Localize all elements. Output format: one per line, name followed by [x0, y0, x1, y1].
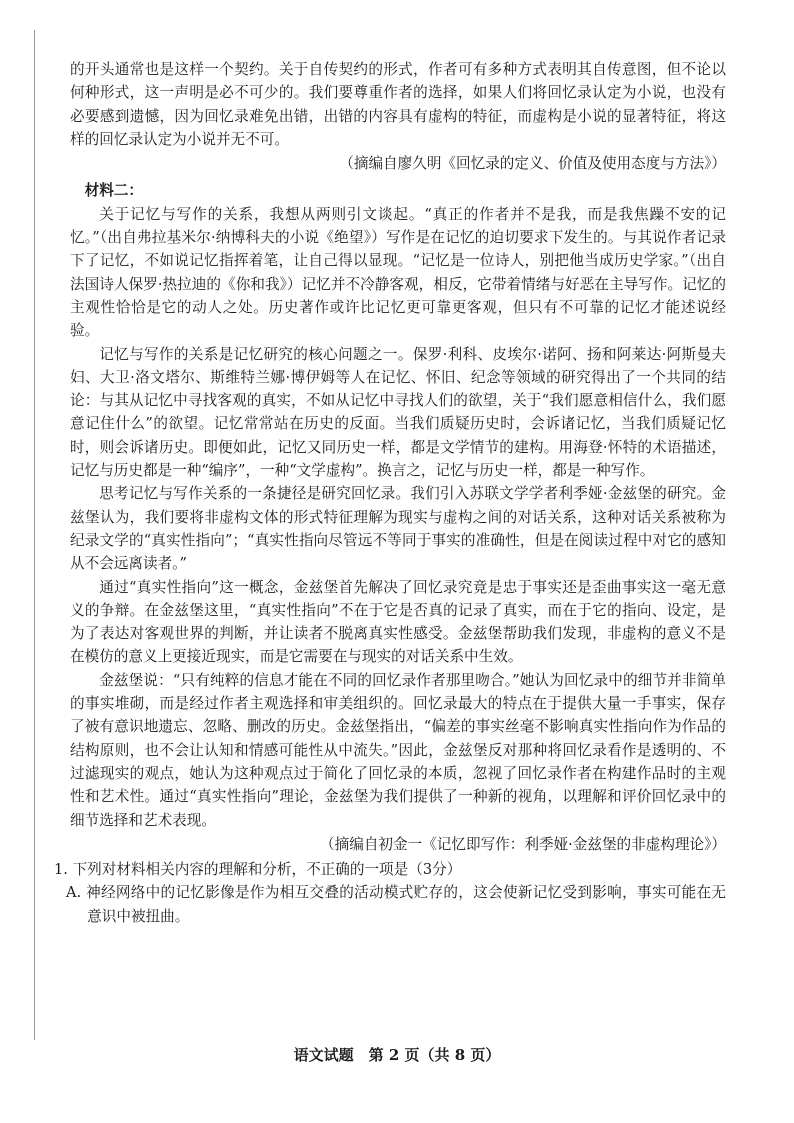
question-1-stem: 1. 下列对材料相关内容的理解和分析，不正确的一项是（3分） [54, 861, 462, 879]
material-2-paragraph-2: 记忆与写作的关系是记忆研究的核心问题之一。保罗·利科、皮埃尔·诺阿、扬和阿莱达·阿斯曼夫妇、大卫·洛文塔尔、斯维特兰娜·博伊姆等人在记忆、怀旧、纪念等领域的研究得出了一个共同的结论：与其从记忆中寻找客观的真实，不如从记忆中寻找人们的欲望，关于“我们愿意相信什么，我们愿意记住什么”的欲望。记忆常常站在历史的反面。当我们质疑历史时，会诉诸记忆，当我们质疑记忆时，则会诉诸历史。即便如此，记忆又同历史一样，都是文学情节的建构。用海登·怀特的术语描述，记忆与历史都是一种“编序”，一种“文学虚构”。换言之，记忆与历史一样，都是一种写作。 [70, 345, 726, 480]
material-2-source: （摘编自初金一《记忆即写作：利季娅·金兹堡的非虚构理论》） [320, 835, 726, 853]
binding-margin-line [34, 30, 35, 1040]
page-footer: 语文试题 第 2 页（共 8 页） [293, 1046, 501, 1064]
material-2-paragraph-4: 通过“真实性指向”这一概念，金兹堡首先解决了回忆录究竟是忠于事实还是歪曲事实这一毫无意义的争辩。在金兹堡这里，“真实性指向”不在于它是否真的记录了真实，而在于它的指向、设定，是为了表达对客观世界的判断，并让读者不脱离真实性感受。金兹堡帮助我们发现，非虚构的意义不是在模仿的意义上更接近现实，而是它需要在与现实的对话关系中生效。 [70, 578, 726, 666]
question-1-option-a: A. 神经网络中的记忆影像是作为相互交叠的活动模式贮存的，这会使新记忆受到影响，事实可能在无意识中被扭曲。 [66, 884, 726, 925]
material-2-paragraph-5: 金兹堡说：“只有纯粹的信息才能在不同的回忆录作者那里吻合。”她认为回忆录中的细节并非简单的事实堆砌，而是经过作者主观选择和审美组织的。回忆录最大的特点在于提供大量一手事实，保存了被有意识地遗忘、忽略、删改的历史。金兹堡指出，“偏差的事实丝毫不影响真实性指向作为作品的结构原则，也不会让认知和情感可能性从中流失。”因此，金兹堡反对那种将回忆录看作是透明的、不过滤现实的观点，她认为这种观点过于简化了回忆录的本质，忽视了回忆录作者在构建作品时的主观性和艺术性。通过“真实性指向”理论，金兹堡为我们提供了一种新的视角，以理解和评价回忆录中的细节选择和艺术表现。 [70, 671, 726, 829]
material-2-paragraph-3: 思考记忆与写作关系的一条捷径是研究回忆录。我们引入苏联文学学者利季娅·金兹堡的研究。金兹堡认为，我们要将非虚构文体的形式特征理解为现实与虚构之间的对话关系，这种对话关系被称为纪录文学的“真实性指向”；“真实性指向尽管远不等同于事实的准确性，但是在阅读过程中对它的感知从不会远离读者。” [70, 485, 726, 573]
reading-material [54, 58, 726, 928]
material-1-continuation: 的开头通常也是这样一个契约。关于自传契约的形式，作者可有多种方式表明其自传意图，但不论以何种形式，这一声明是必不可少的。我们要尊重作者的选择，如果人们将回忆录认定为小说，也没有必要感到遗憾，因为回忆录难免出错，出错的内容具有虚构的特征，而虚构是小说的显著特征，将这样的回忆录认定为小说并无不可。 [70, 61, 726, 148]
material-2-heading: 材料二： [84, 182, 143, 200]
material-1-source: （摘编自廖久明《回忆录的定义、价值及使用态度与方法》） [339, 155, 726, 173]
material-2-paragraph-1: 关于记忆与写作的关系，我想从两则引文谈起。“真正的作者并不是我，而是我焦躁不安的记忆。”（出自弗拉基米尔·纳博科夫的小说《绝望》）写作是在记忆的迫切要求下发生的。与其说作者记录下了记忆，不如说记忆指挥着笔，让自己得以显现。“记忆是一位诗人，别把他当成历史学家。”（出自法国诗人保罗·热拉迪的《你和我》）记忆并不冷静客观，相反，它带着情绪与好恶在主导写作。记忆的主观性恰恰是它的动人之处。历史著作或许比记忆更可靠更客观，但只有不可靠的记忆才能述说经验。 [70, 205, 726, 340]
